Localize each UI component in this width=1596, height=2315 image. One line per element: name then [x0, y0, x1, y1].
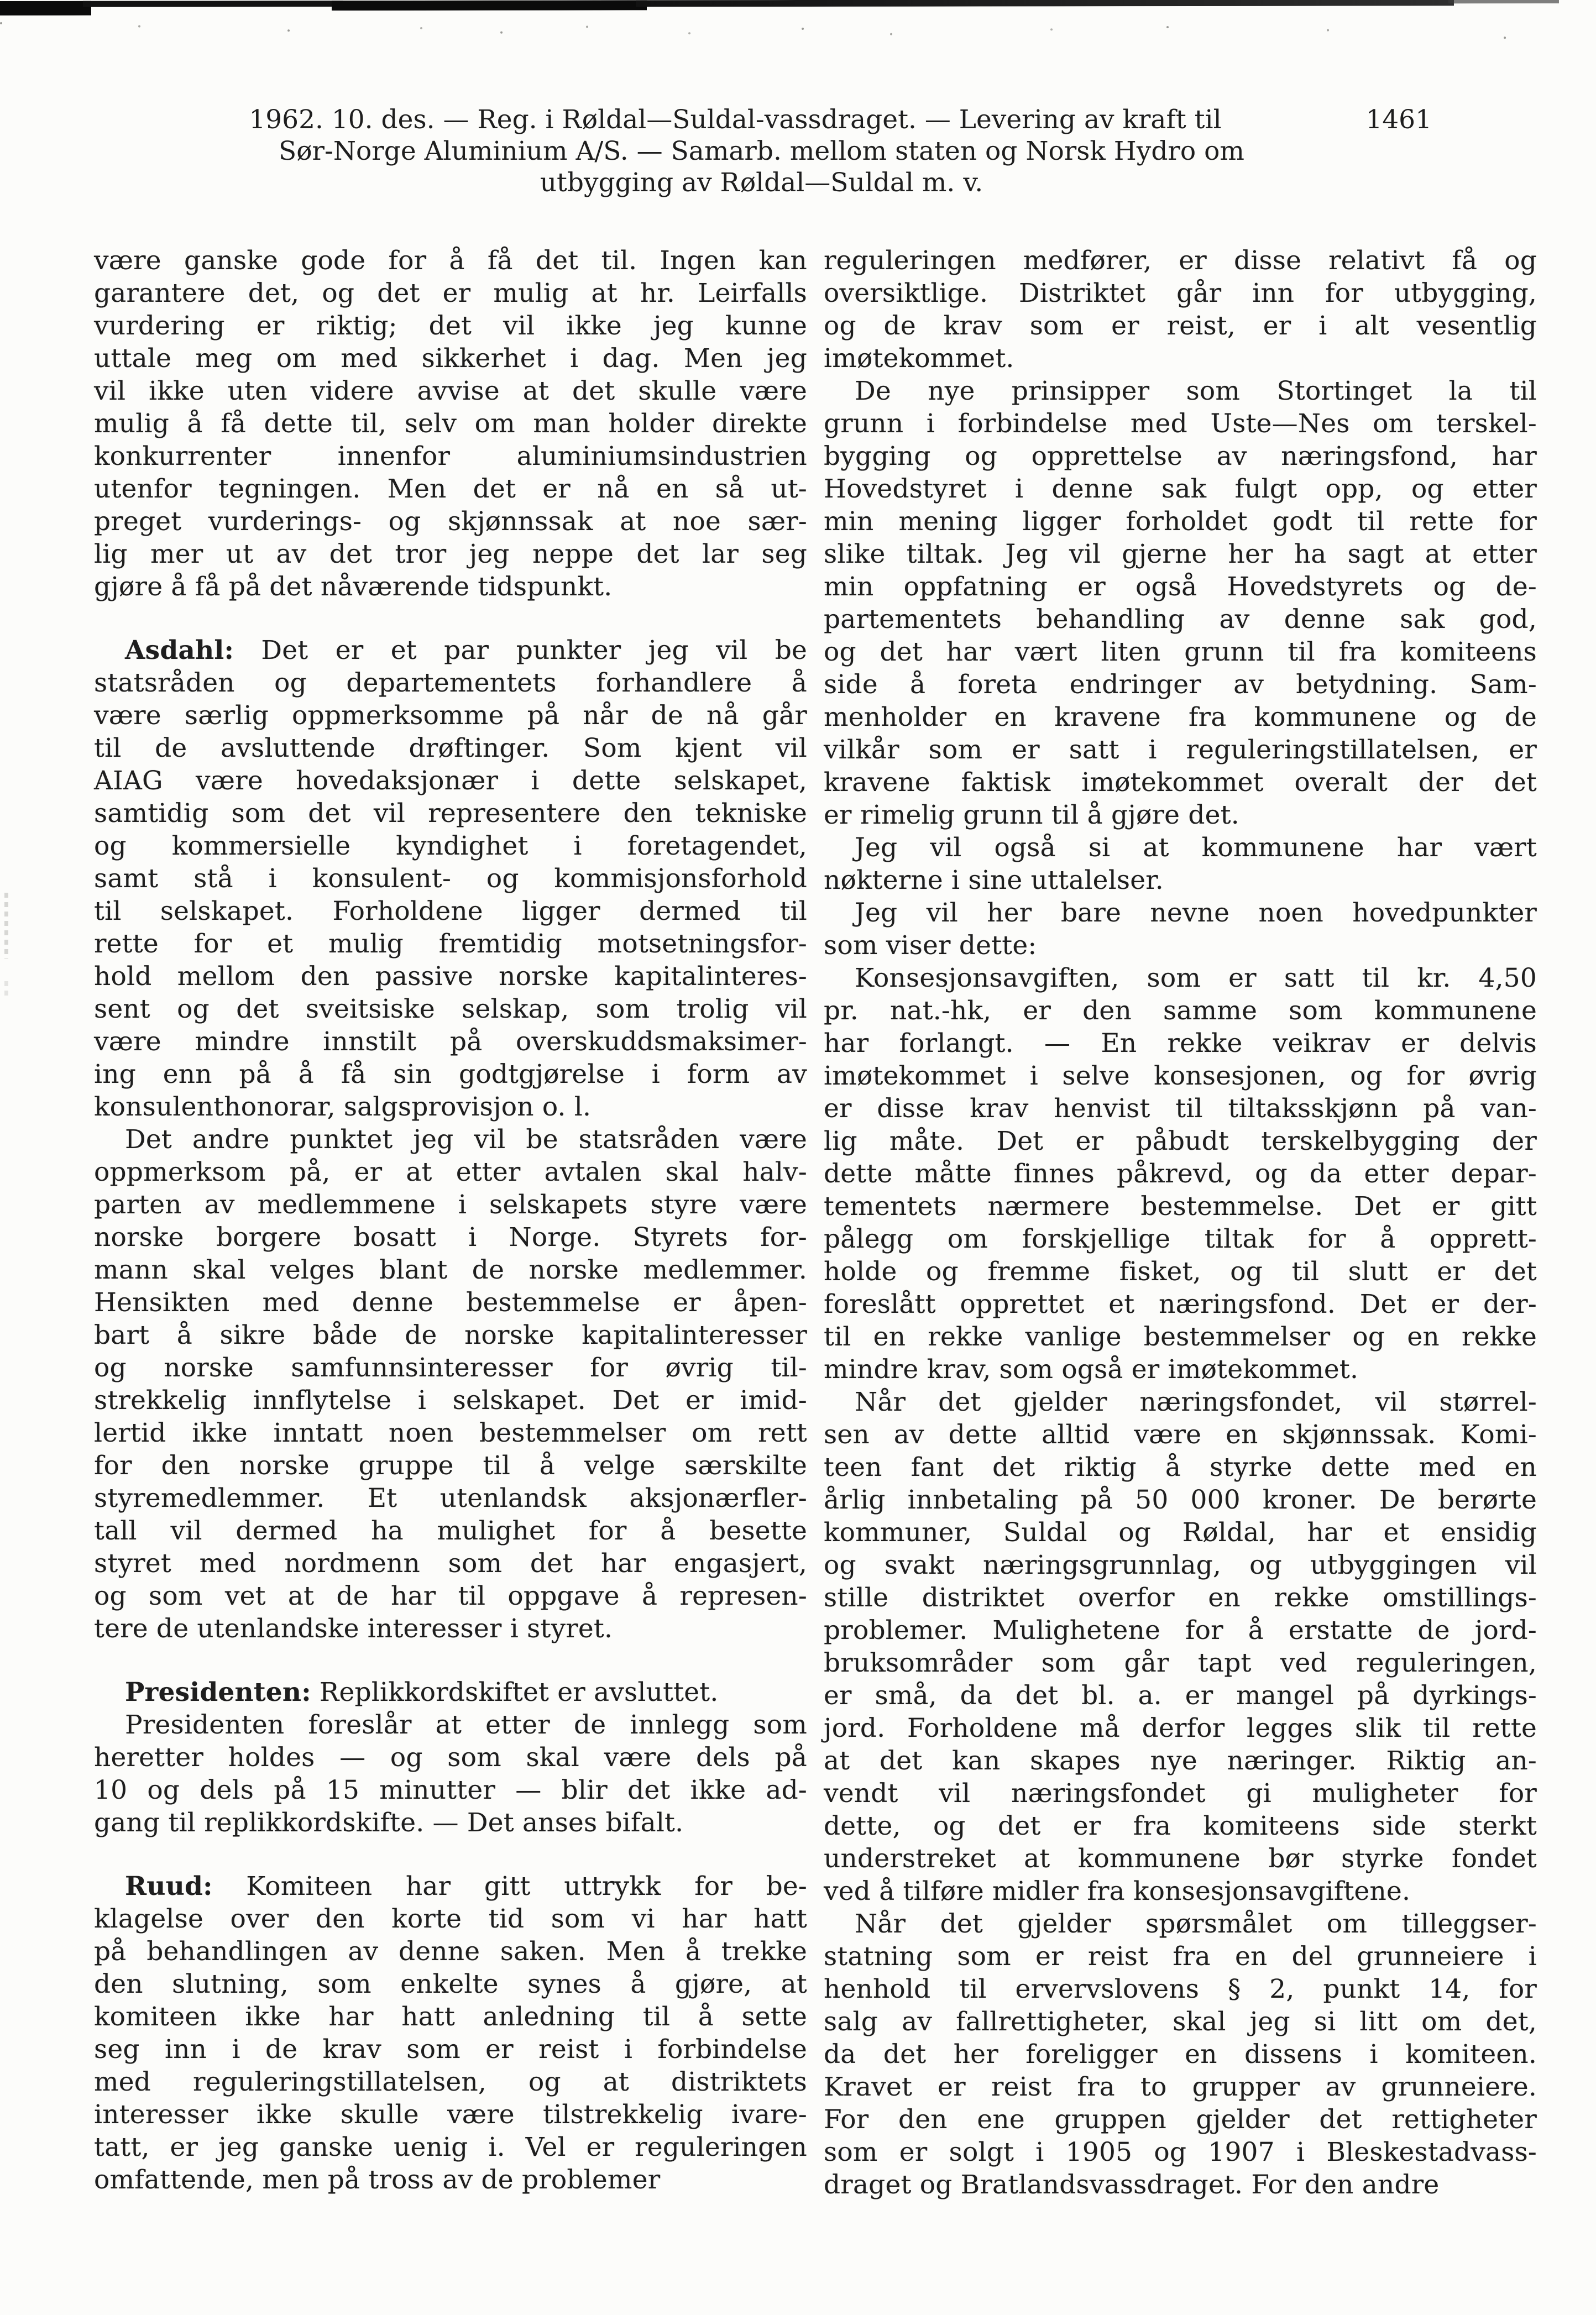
text-line: min mening ligger forholdet godt til rette for	[824, 506, 1537, 537]
text-line: pr. nat.-hk, er den samme som kommunene	[824, 996, 1537, 1026]
text-line: problemer. Mulighetene for å erstatte de jord-	[824, 1615, 1537, 1646]
paragraph	[824, 375, 1537, 831]
text-line: De nye prinsipper som Stortinget la til	[855, 376, 1537, 406]
paragraph	[824, 962, 1537, 1386]
text-line: partementets behandling av denne sak god,	[824, 604, 1537, 635]
text-line: uttale meg om med sikkerhet i dag. Men jeg	[94, 343, 807, 374]
text-line: tall vil dermed ha mulighet for å besette	[94, 1516, 807, 1546]
text-line: som viser dette:	[824, 930, 1037, 961]
text-line: og de krav som er reist, er i alt vesentlig	[824, 311, 1537, 341]
text-line: ved å tilføre midler fra konsesjonsavgiftene.	[824, 1876, 1411, 1907]
text-line: tementets nærmere bestemmelse. Det er gitt	[824, 1191, 1537, 1222]
text-line: kommuner, Suldal og Røldal, har et ensidig	[824, 1517, 1537, 1548]
text-line: være ganske gode for å få det til. Ingen kan	[94, 245, 807, 276]
text-line: Jeg vil også si at kommunene har vært	[855, 832, 1537, 863]
scan-artifact	[1448, 0, 1559, 3]
text-line	[94, 1676, 807, 1709]
text-line: vilkår som er satt i reguleringstillatelsen, er	[824, 735, 1537, 765]
paragraph	[824, 831, 1537, 897]
text-line: grunn i forbindelse med Uste—Nes om terskel-	[824, 408, 1537, 439]
scan-artifact-left-margin	[4, 981, 8, 1000]
text-line: slike tiltak. Jeg vil gjerne her ha sagt at etter	[824, 539, 1537, 569]
paragraph	[94, 244, 807, 603]
text-line: konsulenthonorar, salgsprovisjon o. l.	[94, 1092, 592, 1122]
text-line: AIAG være hovedaksjonær i dette selskapet,	[94, 766, 807, 796]
text-line: Konsesjonsavgiften, som er satt til kr. 4,50	[855, 963, 1537, 993]
scan-artifact-top-band	[0, 0, 1596, 23]
scan-artifact	[636, 0, 1454, 7]
right-column	[824, 244, 1537, 2201]
paragraph	[824, 1908, 1537, 2201]
text-line: er disse krav henvist til tiltaksskjønn på van-	[824, 1093, 1537, 1124]
text-line	[94, 634, 807, 667]
header-line-1: 1962. 10. des. — Reg. i Røldal—Suldal-vassdraget. — Levering av kraft til	[249, 104, 1222, 135]
text-line: statning som er reist fra en del grunneiere i	[824, 1941, 1537, 1972]
text-line: statsråden og departementets forhandlere å	[94, 668, 807, 698]
page-number: 1461	[1365, 104, 1432, 135]
text-line: nøkterne i sine uttalelser.	[824, 865, 1164, 895]
text-line: hold mellom den passive norske kapitalinteres-	[94, 961, 807, 992]
text-line: imøtekommet.	[824, 343, 1014, 374]
paragraph	[94, 1709, 807, 1839]
text-line: strekkelig innflytelse i selskapet. Det er imid-	[94, 1385, 807, 1416]
text-line: stille distriktet overfor en rekke omstillings-	[824, 1583, 1537, 1613]
scan-artifact-left-margin	[4, 893, 8, 959]
text-line: lertid ikke inntatt noen bestemmelser om rett	[94, 1418, 807, 1448]
text-line: mulig å få dette til, selv om man holder direkte	[94, 408, 807, 439]
text-line: på behandlingen av denne saken. Men å trekke	[94, 1936, 807, 1967]
text-line: og svakt næringsgrunnlag, og utbyggingen vil	[824, 1550, 1537, 1580]
text-line: oppmerksom på, er at etter avtalen skal halv-	[94, 1157, 807, 1187]
text-columns	[94, 244, 1537, 2201]
text-line: omfattende, men på tross av de problemer	[94, 2165, 661, 2195]
text-line: Når det gjelder spørsmålet om tilleggser-	[855, 1909, 1537, 1939]
text-line: være særlig oppmerksomme på når de nå går	[94, 700, 807, 731]
text-line: rette for et mulig fremtidig motsetningsfor-	[94, 929, 807, 959]
text-line: er små, da det bl. a. er mangel på dyrkings-	[824, 1680, 1537, 1711]
text-line: med reguleringstillatelsen, og at distriktets	[94, 2067, 807, 2097]
text-line: foreslått opprettet et næringsfond. Det er der-	[824, 1289, 1537, 1319]
text-line: holde og fremme fisket, og til slutt er det	[824, 1256, 1537, 1287]
text-line: dette, og det er fra komiteens side sterkt	[824, 1811, 1537, 1841]
text-line: reguleringen medfører, er disse relativt få og	[824, 245, 1537, 276]
text-line: og som vet at de har til oppgave å represen-	[94, 1581, 807, 1611]
text-line: for den norske gruppe til å velge særskilte	[94, 1450, 807, 1481]
text-line: årlig innbetaling på 50 000 kroner. De berørte	[824, 1485, 1537, 1515]
header-line-2: Sør-Norge Aluminium A/S. — Samarb. mellom staten og Norsk Hydro om	[279, 136, 1244, 166]
text-line: pålegg om forskjellige tiltak for å opprett-	[824, 1224, 1537, 1254]
text-line: Kravet er reist fra to grupper av grunneiere.	[824, 2072, 1537, 2102]
text-line: draget og Bratlandsvassdraget. For den andre	[824, 2170, 1440, 2200]
text-line: til de avsluttende drøftinger. Som kjent vil	[94, 733, 807, 763]
paragraph	[824, 1386, 1537, 1908]
text-line: utenfor tegningen. Men det er nå en så ut-	[94, 474, 807, 504]
header-line-3: utbygging av Røldal—Suldal m. v.	[540, 167, 983, 198]
text-line: samtidig som det vil representere den tekniske	[94, 798, 807, 829]
text-line: og det har vært liten grunn til fra komiteens	[824, 637, 1537, 667]
text-line: samt stå i konsulent- og kommisjonsforhold	[94, 863, 807, 894]
text-line: gang til replikkordskifte. — Det anses bifalt.	[94, 1808, 684, 1838]
text-line: og norske samfunnsinteresser for øvrig til-	[94, 1353, 807, 1383]
text-line: preget vurderings- og skjønnssak at noe sær-	[94, 506, 807, 537]
text-line: og kommersielle kyndighet i foretagendet,	[94, 831, 807, 861]
text-line: Hensikten med denne bestemmelse er åpen-	[94, 1287, 807, 1318]
text-line: henhold til ervervslovens § 2, punkt 14, for	[824, 1974, 1537, 2004]
text-line: mann skal velges blant de norske medlemmer.	[94, 1255, 807, 1285]
text-line: bruksområder som går tapt ved reguleringen,	[824, 1648, 1537, 1678]
text-line: er rimelig grunn til å gjøre det.	[824, 800, 1239, 830]
speaker-name: Ruud:	[125, 1871, 213, 1902]
text-line: min oppfatning er også Hovedstyrets og de-	[824, 572, 1537, 602]
text-line: styret med nordmenn som det har engasjert,	[94, 1548, 807, 1579]
text-line: Presidenten foreslår at etter de innlegg som	[125, 1710, 807, 1740]
text-line: gjøre å få på det nåværende tidspunkt.	[94, 572, 613, 602]
text-line: side å foreta endringer av betydning. Sam-	[824, 669, 1537, 700]
speech-text: Komiteen har gitt uttrykk for be-	[212, 1871, 807, 1902]
text-line: garantere det, og det er mulig at hr. Leirfalls	[94, 278, 807, 308]
scan-artifact	[0, 1, 91, 15]
text-line: styremedlemmer. Et utenlandsk aksjonærfler-	[94, 1483, 807, 1513]
text-line: jord. Forholdene må derfor legges slik til rette	[824, 1713, 1537, 1743]
scan-artifact	[332, 0, 647, 11]
paragraph	[94, 1870, 807, 2196]
paragraph	[94, 1123, 807, 1645]
text-line: lig måte. Det er påbudt terskelbygging der	[824, 1126, 1537, 1156]
text-line: Det andre punktet jeg vil be statsråden være	[125, 1124, 807, 1155]
left-column	[94, 244, 807, 2201]
text-line: For den ene gruppen gjelder det rettigheter	[824, 2104, 1537, 2135]
speech-text: Replikkordskiftet er avsluttet.	[311, 1677, 719, 1708]
scan-artifact	[83, 1, 343, 7]
paragraph	[94, 634, 807, 1123]
text-line: den slutning, som enkelte synes å gjøre, at	[94, 1969, 807, 1999]
text-line: sen av dette alltid være en skjønnssak. Komi-	[824, 1420, 1537, 1450]
text-line: være mindre innstilt på overskuddsmaksimer-	[94, 1026, 807, 1057]
text-line: har forlangt. — En rekke veikrav er delvis	[824, 1028, 1537, 1059]
text-line: salg av fallrettigheter, skal jeg si litt om det,	[824, 2007, 1537, 2037]
speaker-name: Asdahl:	[125, 635, 234, 666]
text-line: Hovedstyret i denne sak fulgt opp, og etter	[824, 474, 1537, 504]
text-line: oversiktlige. Distriktet går inn for utbygging,	[824, 278, 1537, 308]
text-line: bart å sikre både de norske kapitalinteresser	[94, 1320, 807, 1350]
text-line: mindre krav, som også er imøtekommet.	[824, 1354, 1359, 1385]
text-line: konkurrenter innenfor aluminiumsindustrien	[94, 441, 807, 472]
text-line: 10 og dels på 15 minutter — blir det ikke ad-	[94, 1775, 807, 1805]
text-line: vil ikke uten videre avvise at det skulle være	[94, 376, 807, 406]
text-line: klagelse over den korte tid som vi har hatt	[94, 1904, 807, 1934]
text-line: bygging og opprettelse av næringsfond, har	[824, 441, 1537, 472]
text-line	[94, 1870, 807, 1903]
text-line: komiteen ikke har hatt anledning til å sette	[94, 2002, 807, 2032]
text-line: da det her foreligger en dissens i komiteen.	[824, 2039, 1537, 2070]
speaker-name: Presidenten:	[125, 1677, 311, 1708]
text-line: som er solgt i 1905 og 1907 i Bleskestadvass-	[824, 2137, 1537, 2167]
paragraph	[824, 244, 1537, 375]
text-line: vurdering er riktig; det vil ikke jeg kunne	[94, 311, 807, 341]
scan-dust-specks	[0, 22, 2, 24]
paragraph	[824, 897, 1537, 962]
text-line: norske borgere bosatt i Norge. Styrets for-	[94, 1222, 807, 1253]
text-line: Jeg vil her bare nevne noen hovedpunkter	[855, 898, 1537, 928]
paragraph	[94, 1676, 807, 1709]
text-line: tatt, er jeg ganske uenig i. Vel er reguleringen	[94, 2132, 807, 2162]
text-line: ing enn på å få sin godtgjørelse i form av	[94, 1059, 807, 1090]
text-line: kravene faktisk imøtekommet overalt der det	[824, 767, 1537, 798]
text-line: seg inn i de krav som er reist i forbindelse	[94, 2034, 807, 2065]
text-line: til selskapet. Forholdene ligger dermed til	[94, 896, 807, 926]
text-line: parten av medlemmene i selskapets styre være	[94, 1190, 807, 1220]
text-line: understreket at kommunene bør styrke fondet	[824, 1843, 1537, 1874]
page-header	[94, 104, 1537, 198]
text-line: dette måtte finnes påkrevd, og da etter depar-	[824, 1159, 1537, 1189]
text-line: menholder en kravene fra kommunene og de	[824, 702, 1537, 732]
text-line: interesser ikke skulle være tilstrekkelig ivare-	[94, 2099, 807, 2130]
text-line: til en rekke vanlige bestemmelser og en rekke	[824, 1322, 1537, 1352]
text-line: teen fant det riktig å styrke dette med en	[824, 1452, 1537, 1483]
speech-text: Det er et par punkter jeg vil be	[234, 635, 807, 666]
text-line: sent og det sveitsiske selskap, som trolig vil	[94, 994, 807, 1024]
text-line: heretter holdes — og som skal være dels på	[94, 1742, 807, 1773]
text-line: lig mer ut av det tror jeg neppe det lar seg	[94, 539, 807, 569]
text-line: vendt vil næringsfondet gi muligheter for	[824, 1778, 1537, 1809]
text-line: imøtekommet i selve konsesjonen, og for øvrig	[824, 1061, 1537, 1091]
text-line: tere de utenlandske interesser i styret.	[94, 1614, 613, 1644]
text-line: at det kan skapes nye næringer. Riktig an-	[824, 1746, 1537, 1776]
text-line: Når det gjelder næringsfondet, vil størrel-	[855, 1387, 1537, 1417]
